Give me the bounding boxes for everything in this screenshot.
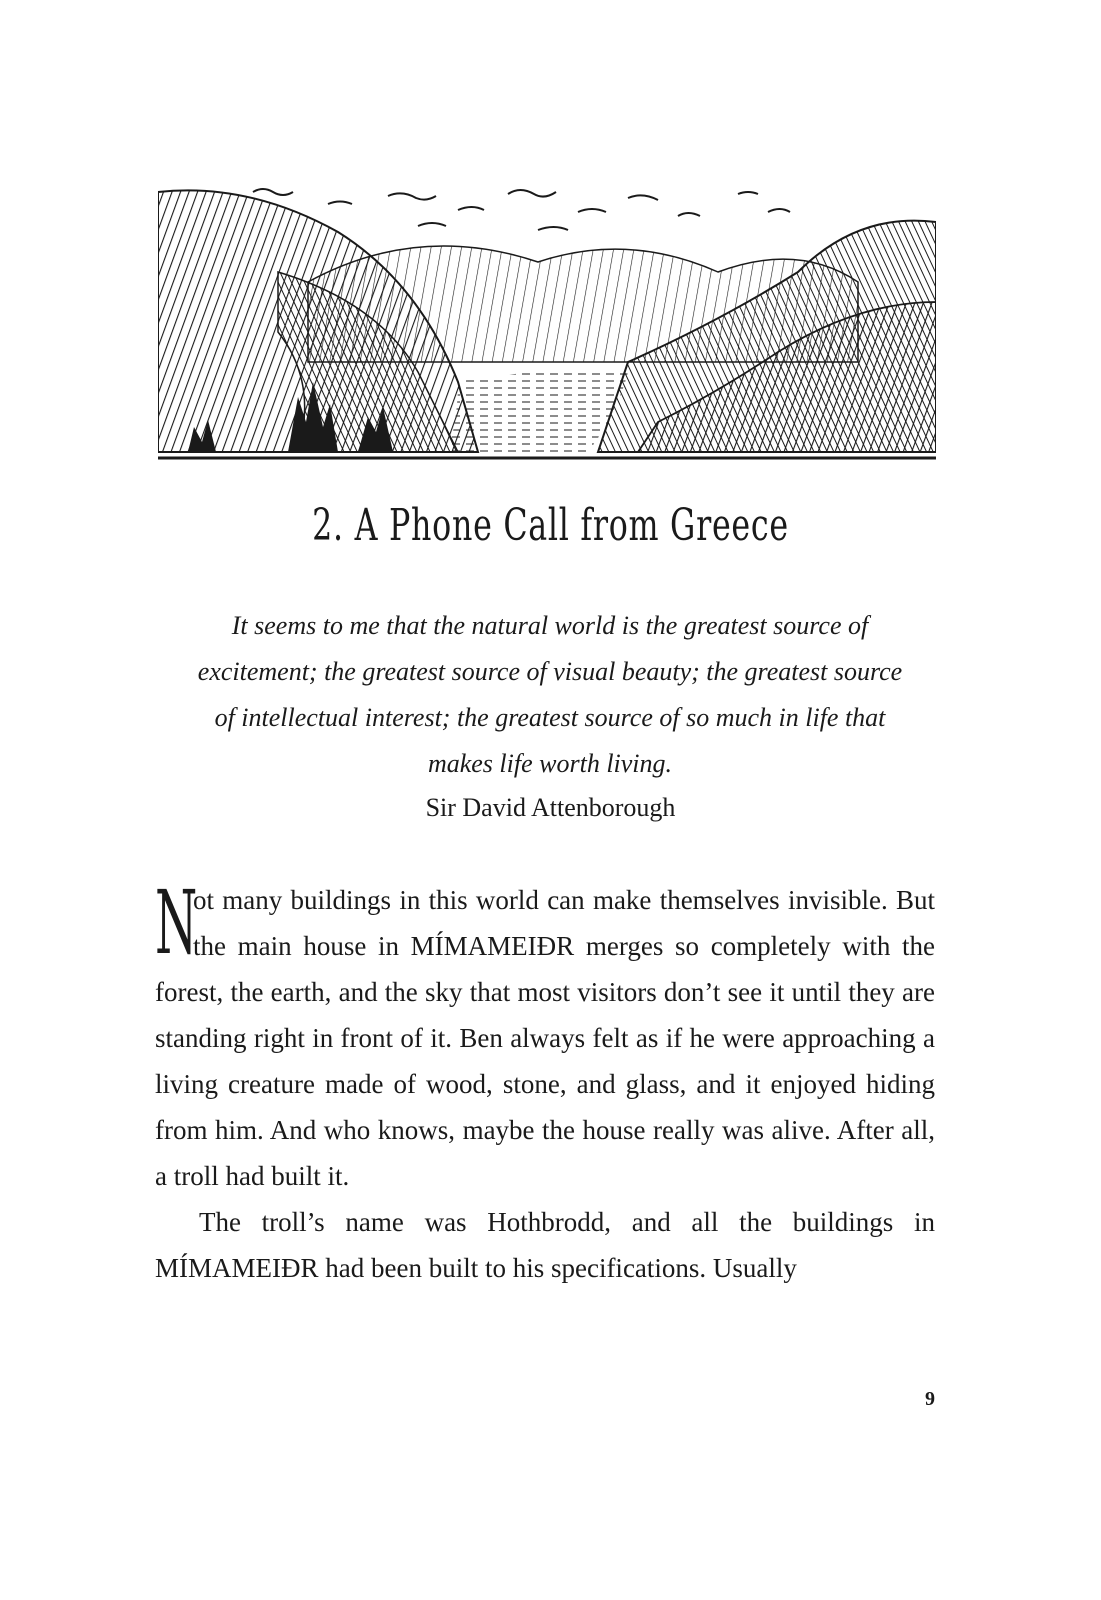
body-paragraph	[155, 871, 935, 1199]
body-paragraph: The troll’s name was Hothbrodd, and all the buildings in MÍMAMEIÐR had been built to his specifications. Usually	[155, 1207, 935, 1283]
epigraph-line: of intellectual interest; the greatest source of so much in life that	[214, 703, 886, 732]
epigraph-line: makes life worth living.	[427, 749, 673, 778]
landscape-illustration	[158, 182, 936, 460]
chapter-body	[155, 871, 935, 1291]
landscape-drawing	[158, 182, 936, 460]
epigraph-attribution: Sir David Attenborough	[425, 793, 676, 822]
epigraph-quote	[160, 603, 940, 787]
page-number: 9	[925, 1388, 935, 1410]
epigraph-line: excitement; the greatest source of visual beauty; the greatest source	[197, 657, 903, 686]
paragraph-text: ot many buildings in this world can make themselves invisible. But the main house in MÍMAMEIÐR merges so completely with the forest, the earth, and the sky that most visitors don’t see it until they are standing right in front of it. Ben always felt as if he were approaching a living creature made of wood, stone, and glass, and it enjoyed hiding from him. And who knows, maybe the house really was alive. After all, a troll had built it.	[155, 885, 935, 1191]
chapter-title: 2. A Phone Call from Greece	[312, 500, 789, 551]
cloud-strokes	[253, 189, 790, 230]
epigraph-line: It seems to me that the natural world is the greatest source of	[231, 611, 869, 640]
drop-cap: N	[155, 871, 198, 974]
